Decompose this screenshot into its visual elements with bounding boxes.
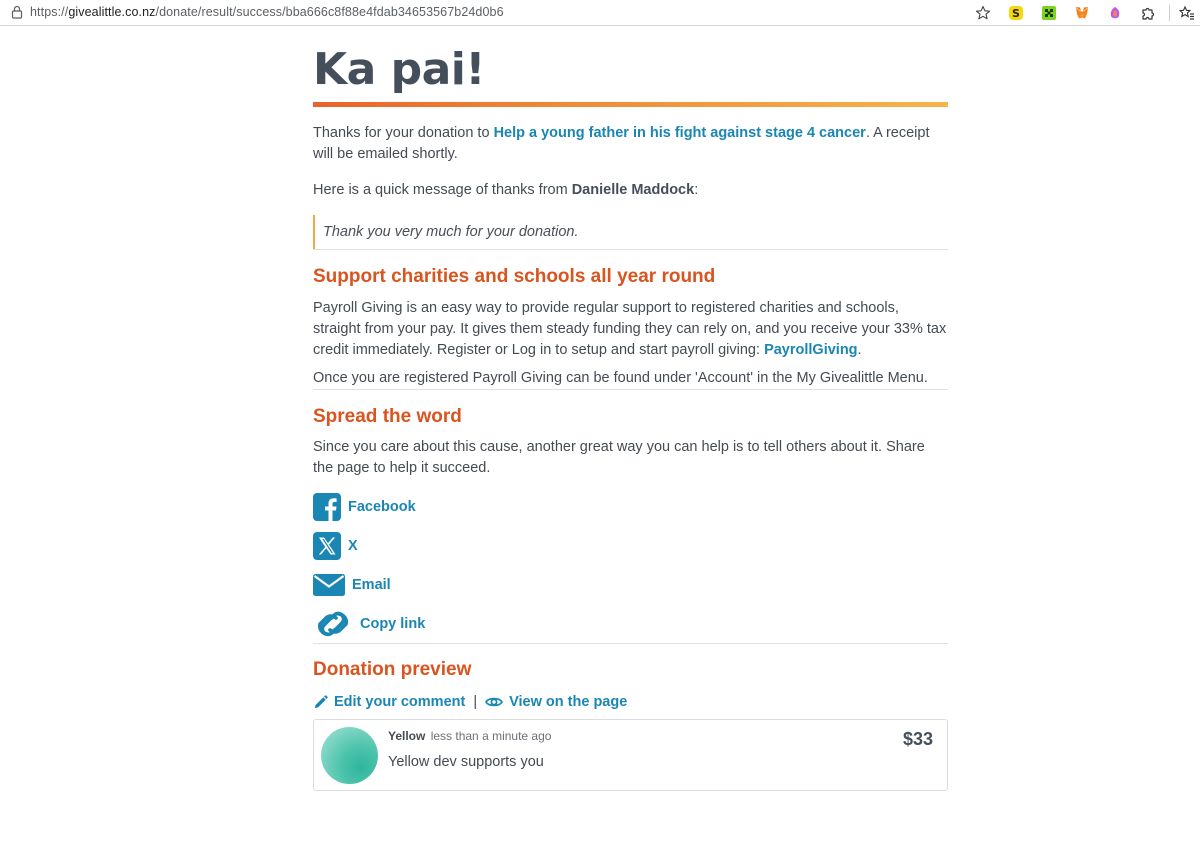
payroll-after: . [857, 342, 862, 358]
extension-green-icon[interactable] [1040, 4, 1058, 22]
comment-text: Yellow dev supports you [388, 754, 544, 770]
address-bar[interactable] [30, 5, 504, 19]
share-x[interactable] [313, 526, 948, 565]
divider [313, 249, 948, 250]
message-intro-after: : [694, 182, 699, 198]
message-intro [313, 180, 948, 201]
donation-amount: $33 [902, 729, 933, 749]
toolbar-divider [1169, 5, 1170, 21]
edit-comment-label: Edit your comment [334, 694, 466, 710]
thanks-after: . A receipt will be emailed shortly. [313, 125, 930, 162]
extension-rainbow-icon[interactable] [1106, 4, 1124, 22]
payroll-body: Payroll Giving is an easy way to provide regular support to registered charities and schools, straight from your pay. It gives them steady funding they can rely on, and you receive your 33% tax credit immediately. Register or Log in to setup and start payroll giving: [313, 300, 947, 358]
share-facebook-label: Facebook [348, 498, 416, 515]
thank-you-quote: Thank you very much for your donation. [313, 215, 948, 249]
action-separator: | [473, 694, 478, 710]
facebook-icon [313, 493, 341, 521]
payroll-note: Once you are registered Payroll Giving can be found under 'Account' in the My Givealittle Menu. [313, 370, 928, 386]
share-email-label: Email [352, 576, 391, 593]
extension-s-icon[interactable] [1007, 4, 1025, 22]
support-heading: Support charities and schools all year round [313, 266, 716, 287]
browser-toolbar [0, 0, 1200, 26]
pencil-icon [313, 695, 328, 710]
message-intro-before: Here is a quick message of thanks from [313, 182, 572, 198]
spread-heading: Spread the word [313, 406, 462, 427]
title-underline [313, 102, 948, 107]
browser-actions [959, 3, 1196, 23]
share-list [313, 487, 948, 643]
x-icon [313, 532, 341, 560]
edit-comment-link[interactable] [313, 694, 465, 710]
email-icon [313, 573, 345, 597]
avatar [321, 727, 378, 784]
share-copy-link[interactable] [313, 604, 948, 643]
svg-text:S: S [1012, 7, 1020, 20]
view-on-page-label: View on the page [509, 694, 628, 710]
share-email[interactable] [313, 565, 948, 604]
cause-link[interactable]: Help a young father in his fight against stage 4 cancer [493, 125, 866, 141]
view-on-page-link[interactable] [485, 694, 627, 710]
url-path: /donate/result/success/bba666c8f88e4fdab34653567b24d0b6 [155, 5, 504, 19]
url-prefix: https:// [30, 5, 69, 19]
thanks-text [313, 123, 948, 165]
copy-link-icon [313, 609, 353, 639]
preview-actions [313, 691, 948, 713]
favorites-icon[interactable] [1178, 4, 1196, 22]
divider [313, 643, 948, 644]
divider [313, 389, 948, 390]
donor-name: Yellow [388, 729, 426, 743]
payroll-text [313, 298, 948, 361]
url-domain: givealittle.co.nz [68, 5, 156, 19]
organizer-name: Danielle Maddock [571, 182, 695, 198]
thanks-before: Thanks for your donation to [313, 125, 494, 141]
share-facebook[interactable] [313, 487, 948, 526]
puzzle-icon[interactable] [1139, 4, 1157, 22]
spread-text: Since you care about this cause, another great way you can help is to tell others about it. Share the page to help it succeed. [313, 439, 925, 476]
main-content [313, 44, 948, 791]
share-x-label: X [348, 537, 358, 554]
eye-icon [485, 695, 503, 709]
metamask-fox-icon[interactable] [1073, 4, 1091, 22]
comment-header [388, 729, 551, 743]
star-icon[interactable] [974, 4, 992, 22]
lock-icon[interactable] [11, 5, 23, 19]
preview-heading: Donation preview [313, 659, 472, 680]
share-copy-label: Copy link [360, 615, 426, 632]
comment-time: less than a minute ago [430, 729, 552, 743]
page-title: Ka pai! [313, 44, 485, 95]
donation-comment-card [313, 719, 948, 791]
payroll-giving-link[interactable]: PayrollGiving [764, 342, 858, 358]
